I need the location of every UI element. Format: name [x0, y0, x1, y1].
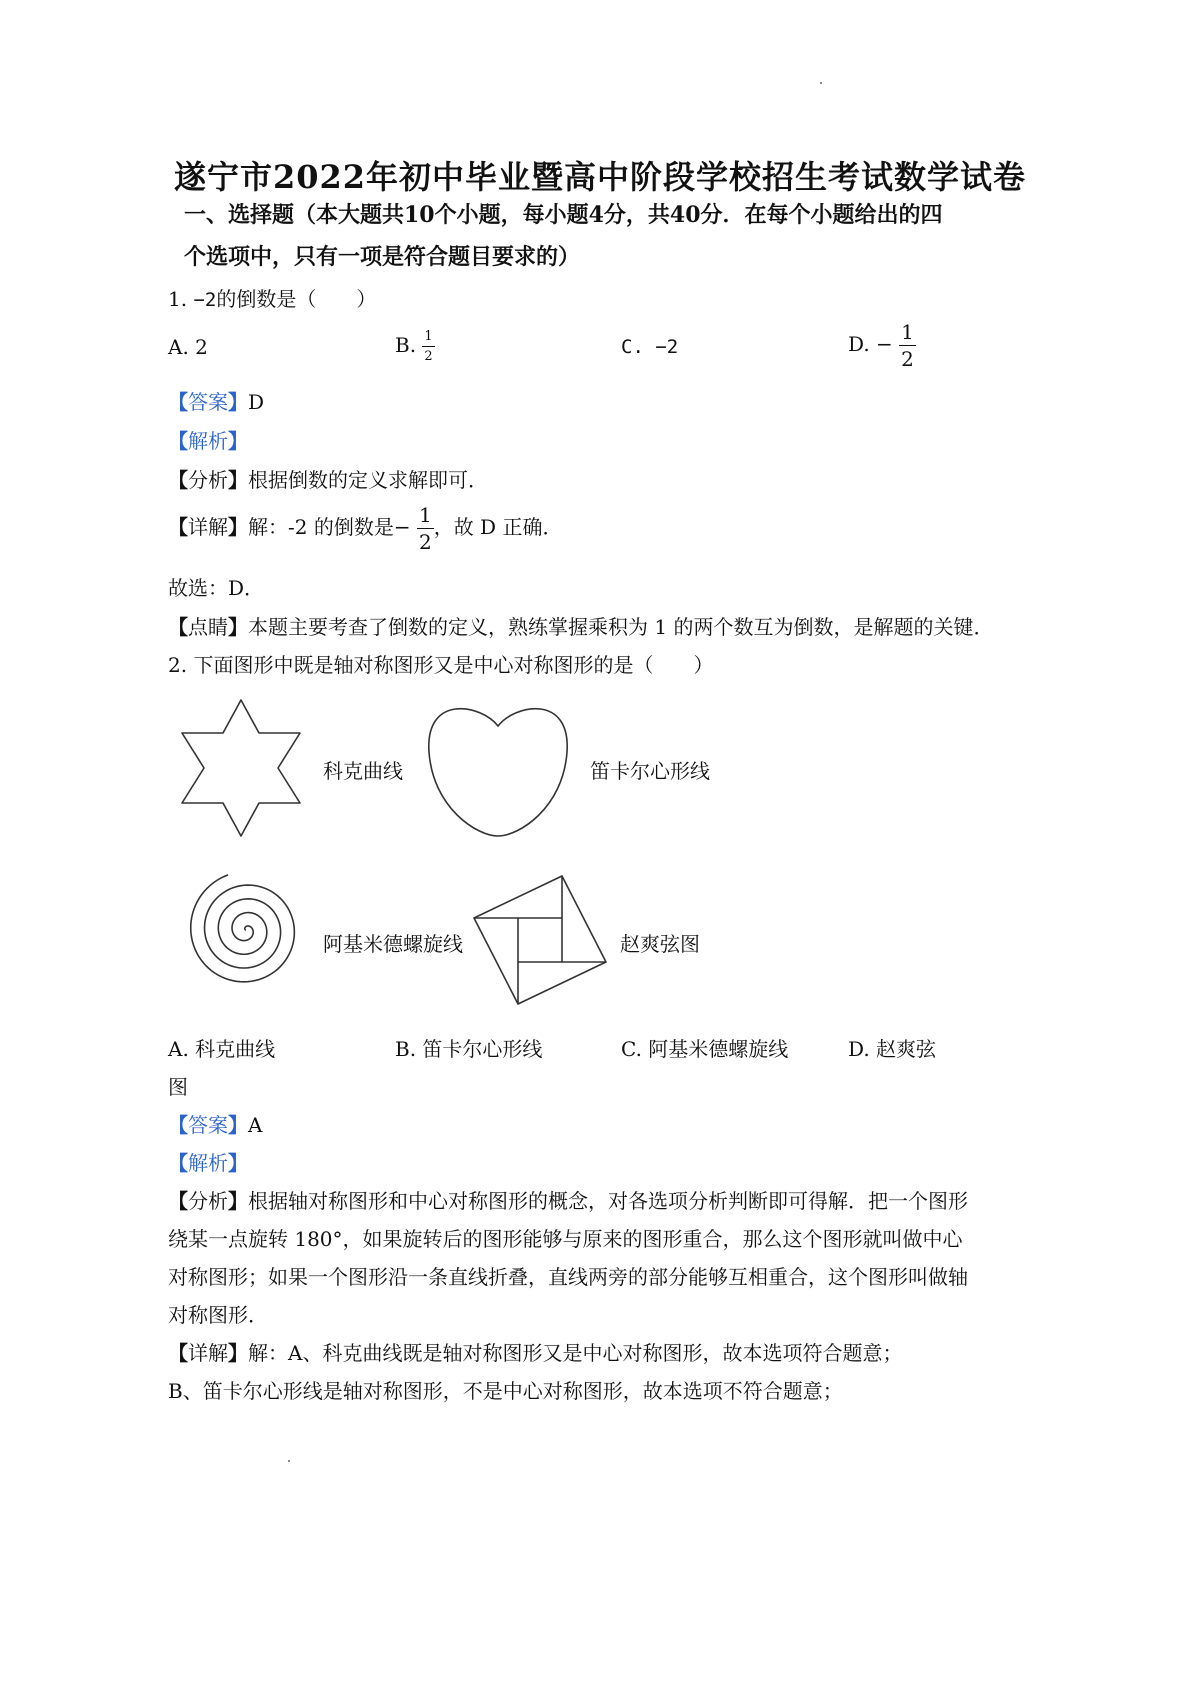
xiangjie-tag-text: 详解	[188, 1341, 228, 1365]
fraction-numerator: 1	[901, 320, 914, 344]
q1-guxuan: 故选：D．	[168, 576, 265, 600]
q1-dianjing-text: 本题主要考查了倒数的定义，熟练掌握乘积为 1 的两个数互为倒数，是解题的关键．	[248, 615, 994, 639]
q1-xiangjie: 【详解】解：-2 的倒数是− $\frac{1}{2}$ ，故 D 正确．	[168, 503, 563, 554]
fraction-numerator: 1	[418, 503, 432, 527]
answer-tag-text: 答案	[188, 390, 228, 414]
q1-stem-math: −2	[193, 289, 217, 311]
figure-label-zhao: 赵爽弦图	[620, 932, 700, 956]
q1-answer-value: D	[248, 390, 265, 414]
q2-option-b: B. 笛卡尔心形线	[395, 1037, 543, 1061]
scan-speck	[820, 82, 822, 84]
archimedean-spiral-figure	[180, 870, 304, 1000]
figure-label-koch: 科克曲线	[323, 759, 403, 783]
jiexi-tag-text: 解析	[188, 429, 228, 453]
q2-option-c: C. 阿基米德螺旋线	[621, 1037, 789, 1061]
q2-option-a: A. 科克曲线	[168, 1037, 276, 1061]
q1-option-b-fraction	[422, 330, 434, 363]
koch-star-figure	[180, 698, 302, 838]
q1-number: 1.	[168, 287, 188, 311]
answer-tag-text: 答案	[188, 1113, 228, 1137]
fenxi-tag-text: 分析	[188, 468, 228, 492]
q2-fenxi-line1: 【分析】根据轴对称图形和中心对称图形的概念，对各选项分析判断即可得解．把一个图形	[168, 1189, 968, 1213]
q2-answer-value: A	[248, 1113, 263, 1137]
q2-xiangjie: 【详解】解：A、科克曲线既是轴对称图形又是中心对称图形，故本选项符合题意；	[168, 1341, 903, 1365]
q1-option-d	[848, 322, 916, 369]
figure-label-cardioid: 笛卡尔心形线	[590, 759, 710, 783]
q2-fenxi-text-1: 根据轴对称图形和中心对称图形的概念，对各选项分析判断即可得解．把一个图形	[248, 1189, 968, 1213]
scan-speck	[288, 1460, 290, 1462]
cardioid-figure	[425, 700, 571, 838]
q1-xiangjie-sign: −	[393, 515, 411, 539]
xiangjie-tag-text: 详解	[188, 515, 228, 539]
q2-fenxi-line3: 对称图形；如果一个图形沿一条直线折叠，直线两旁的部分能够互相重合，这个图形叫做轴	[168, 1265, 968, 1289]
q1-xiangjie-fraction	[417, 505, 434, 552]
q1-answer	[168, 386, 264, 415]
section-heading-line1: 一、选择题（本大题共10个小题，每小题4分，共40分．在每个小题给出的四	[184, 202, 943, 228]
q1-option-b-label: B.	[395, 333, 417, 357]
q2-option-d: D. 赵爽弦	[848, 1037, 937, 1061]
fraction-numerator: 1	[422, 330, 434, 347]
q2-fenxi-line2: 绕某一点旋转 180°，如果旋转后的图形能够与原来的图形重合，那么这个图形就叫做中心	[168, 1227, 963, 1251]
q1-option-b	[395, 330, 435, 363]
fraction-denominator: 2	[424, 349, 433, 364]
q1-option-c: C. −2	[621, 336, 679, 358]
q1-option-a: A. 2	[168, 335, 208, 359]
q1-option-d-label: D.	[848, 332, 870, 356]
q1-option-d-fraction	[899, 322, 916, 369]
q1-fenxi-text: 根据倒数的定义求解即可．	[248, 468, 488, 492]
dianjing-tag-text: 点睛	[188, 615, 228, 639]
q1-dianjing: 【点睛】本题主要考查了倒数的定义，熟练掌握乘积为 1 的两个数互为倒数，是解题的关键．	[168, 615, 994, 639]
figure-label-spiral: 阿基米德螺旋线	[323, 932, 463, 956]
answer-tag: 【答案】	[168, 1113, 248, 1137]
q2-option-d-wrap: 图	[168, 1075, 188, 1099]
q2-xiangjie-text: 解：A、科克曲线既是轴对称图形又是中心对称图形，故本选项符合题意；	[248, 1341, 903, 1365]
section-heading-line2: 个选项中，只有一项是符合题目要求的）	[184, 244, 581, 270]
q1-stem	[168, 283, 376, 312]
answer-tag: 【答案】	[168, 390, 248, 414]
fraction-denominator: 2	[901, 347, 914, 371]
q1-stem-text: 的倒数是（ ）	[216, 287, 377, 311]
q2-answer	[168, 1109, 262, 1138]
q1-fenxi: 【分析】根据倒数的定义求解即可．	[168, 468, 488, 492]
q1-option-d-sign: −	[876, 332, 893, 356]
q2-jiexi-tag: 【解析】	[168, 1151, 248, 1175]
q1-jiexi-tag: 【解析】	[168, 429, 248, 453]
fraction-denominator: 2	[418, 530, 432, 554]
fenxi-tag-text: 分析	[188, 1189, 228, 1213]
page-title: 遂宁市2022年初中毕业暨高中阶段学校招生考试数学试卷	[173, 158, 1027, 196]
q1-xiangjie-post: ，故 D 正确．	[433, 515, 563, 539]
zhao-shuang-figure	[472, 872, 608, 1008]
q1-xiangjie-pre: 解：-2 的倒数是	[248, 515, 394, 539]
jiexi-tag-text: 解析	[188, 1151, 228, 1175]
q2-stem: 2. 下面图形中既是轴对称图形又是中心对称图形的是（ ）	[168, 653, 714, 677]
q2-line-b: B、笛卡尔心形线是轴对称图形，不是中心对称图形，故本选项不符合题意；	[168, 1379, 843, 1403]
q2-fenxi-line4: 对称图形．	[168, 1303, 268, 1327]
